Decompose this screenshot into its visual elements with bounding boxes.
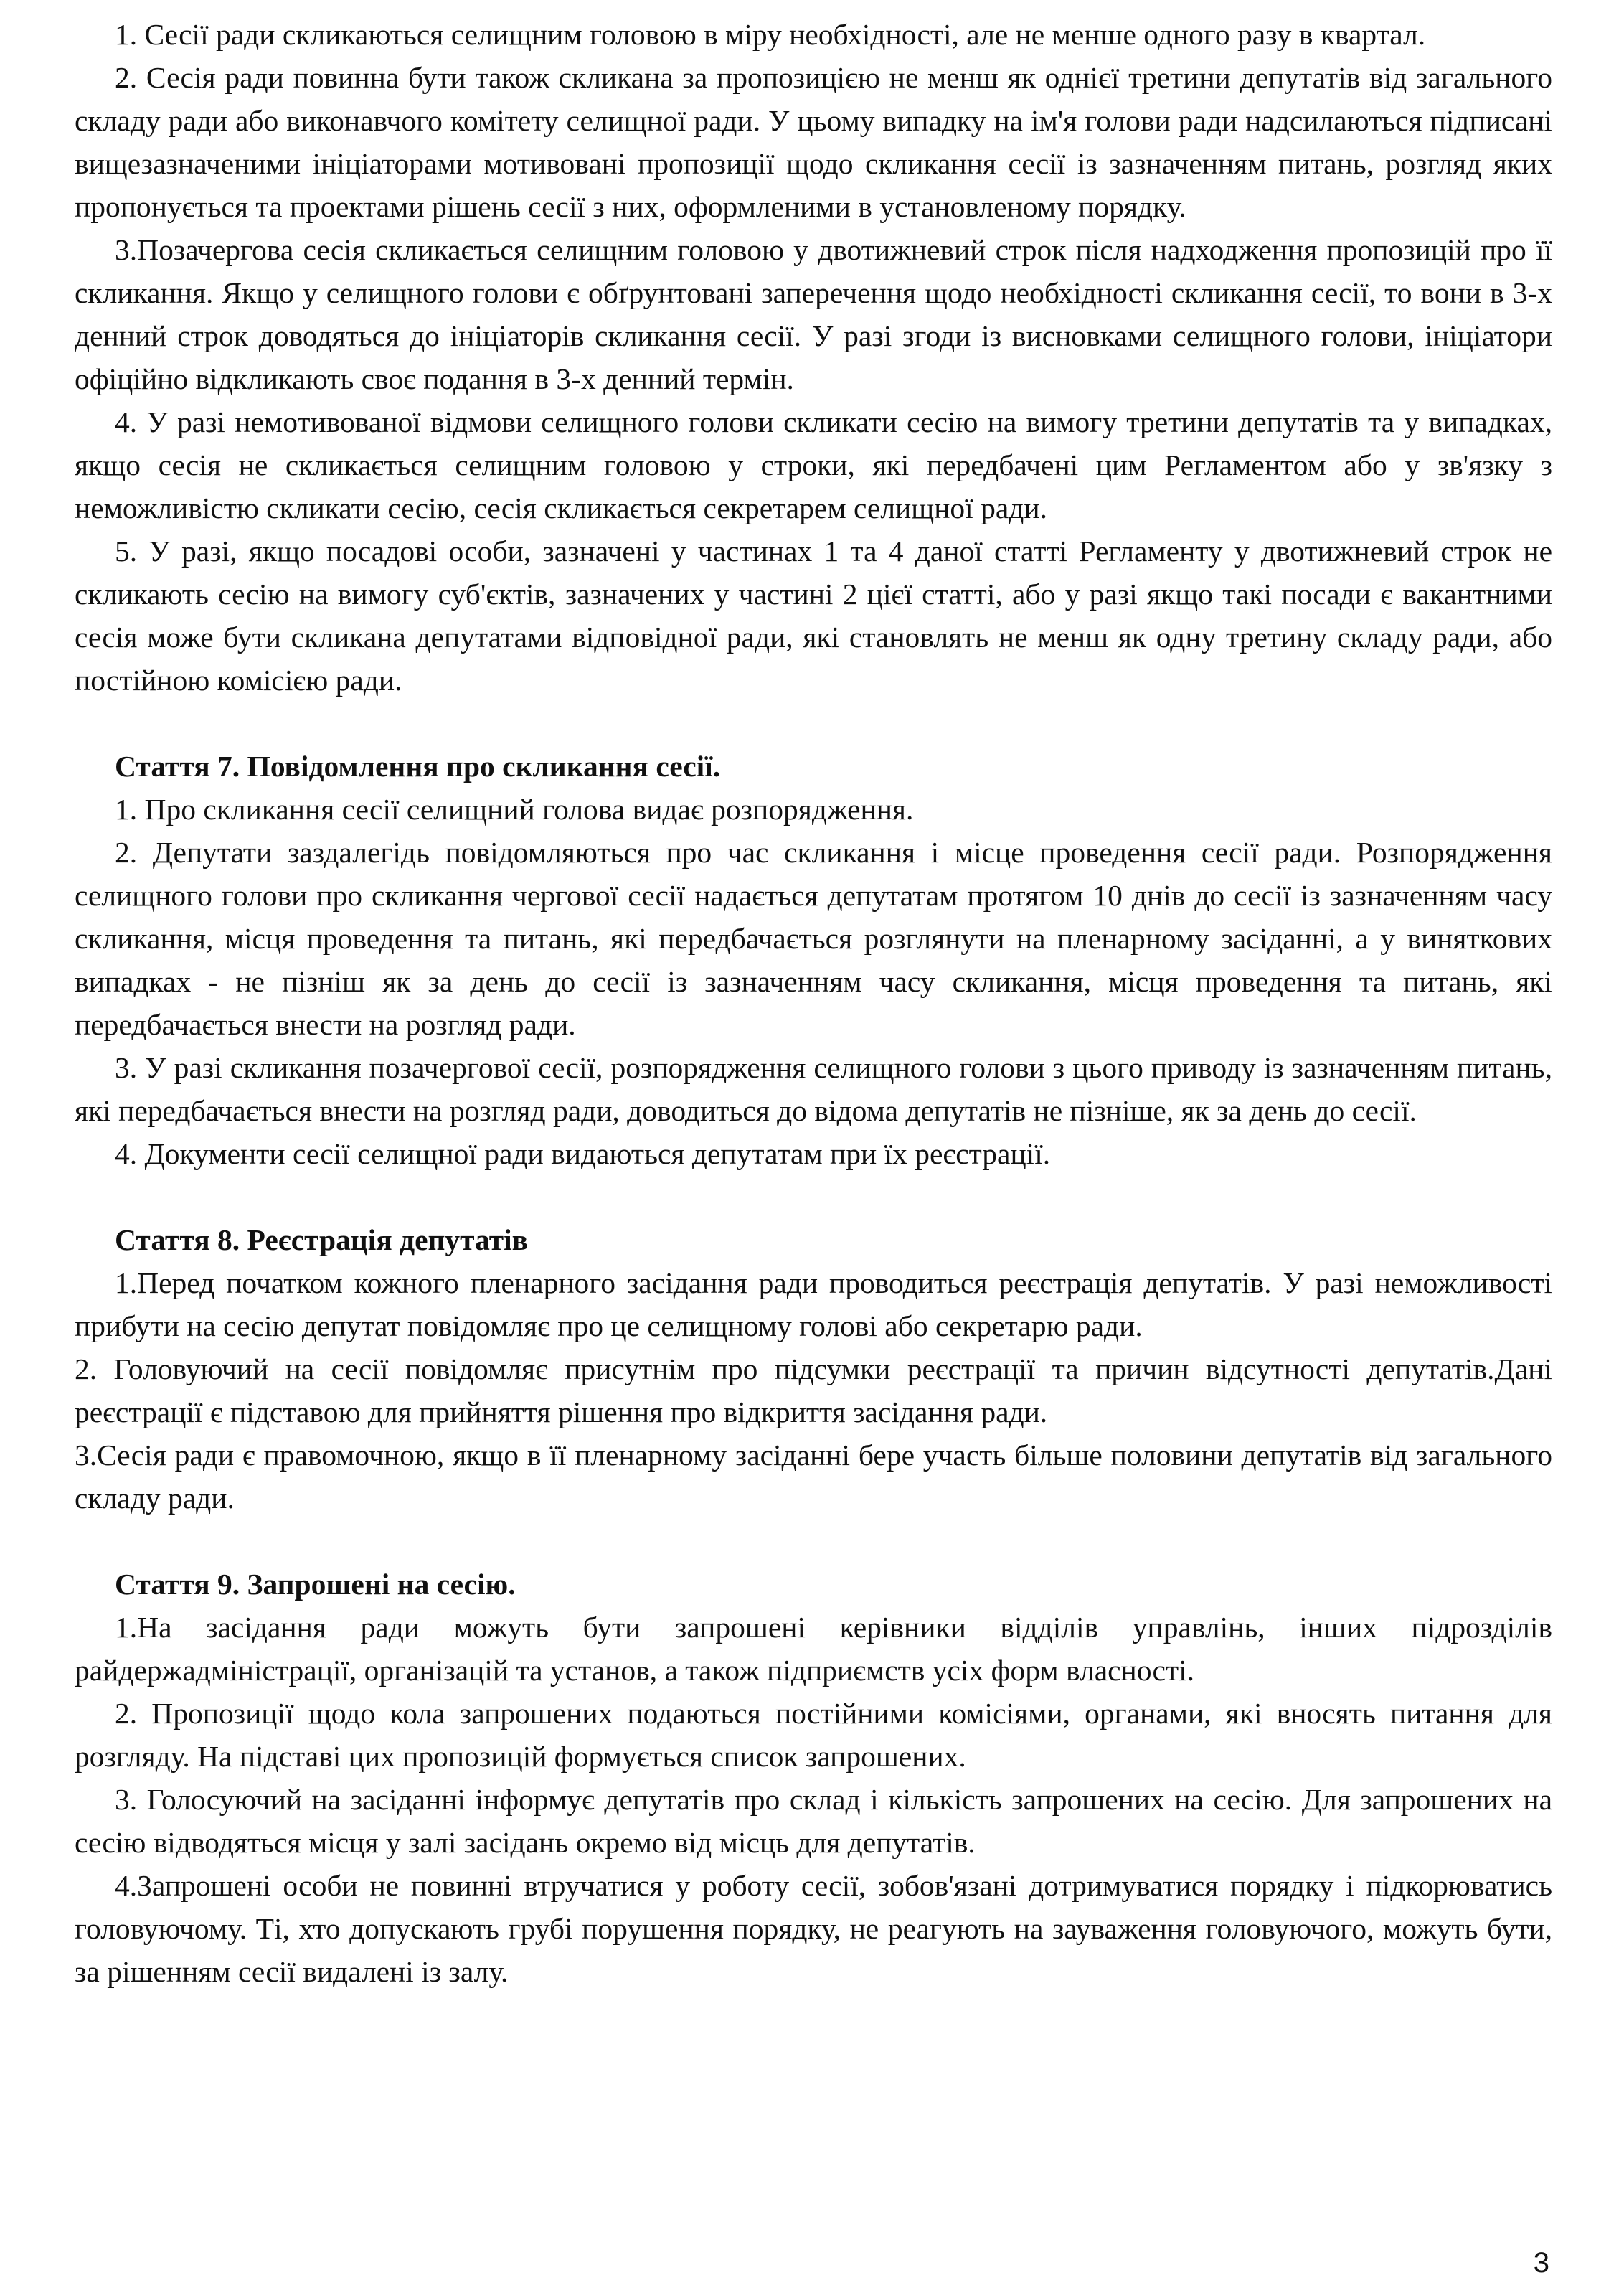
paragraph: 1.На засідання ради можуть бути запрошені керівники відділів управлінь, інших підрозділів райдержадміністрації, організацій та установ, а також підприємств усіх форм власності. xyxy=(75,1611,1552,1687)
paragraph: 3.Сесія ради є правомочною, якщо в її пленарному засіданні бере участь більше половини депутатів від загального складу ради. xyxy=(75,1439,1552,1515)
article-9-title: Стаття 9. Запрошені на сесію. xyxy=(115,1568,516,1601)
paragraph: 2. Депутати заздалегідь повідомляються про час скликання і місце проведення сесії ради. Розпорядження селищного голови про скликання чергової сесії надається депутатам протягом 10 днів до сесії із зазначенням часу скликання, місця проведення та питань, які передбачається розглянути на пленарному засіданні, а у виняткових випадках - не пізніш як за день до сесії із зазначенням часу скликання, місця проведення та питань, які передбачається внести на розгляд ради. xyxy=(75,836,1552,1041)
paragraph: 1.Перед початком кожного пленарного засідання ради проводиться реєстрація депутатів. У разі неможливості прибути на сесію депутат повідомляє про це селищному голові або секретарю ради. xyxy=(75,1266,1552,1342)
paragraph: 1. Про скликання сесії селищний голова видає розпорядження. xyxy=(115,793,914,826)
paragraph: 3. Голосуючий на засіданні інформує депутатів про склад і кількість запрошених на сесію. Для запрошених на сесію відводяться місця у залі засідань окремо від місць для депутатів. xyxy=(75,1783,1552,1859)
paragraph: 3. У разі скликання позачергової сесії, розпорядження селищного голови з цього приводу із зазначенням питань, які передбачається внести на розгляд ради, доводиться до відома депутатів не пізніше, як за день до сесії. xyxy=(75,1051,1552,1127)
article-7-title: Стаття 7. Повідомлення про скликання сесії. xyxy=(115,750,721,783)
paragraph: 2. Головуючий на сесії повідомляє присутнім про підсумки реєстрації та причин відсутності депутатів.Дані реєстрації є підставою для прийняття рішення про відкриття засідання ради. xyxy=(75,1352,1552,1428)
document-page xyxy=(75,13,1552,1993)
paragraph: 3.Позачергова сесія скликається селищним головою у двотижневий строк після надходження пропозицій про її скликання. Якщо у селищного голови є обґрунтовані заперечення щодо необхідності скликання сесії, то вони в 3-х денний строк доводяться до ініціаторів скликання сесії. У разі згоди із висновками селищного голови, ініціатори офіційно відкликають своє подання в 3-х денний термін. xyxy=(75,233,1552,395)
paragraph: 4.Запрошені особи не повинні втручатися у роботу сесії, зобов'язані дотримуватися порядку і підкорюватись головуючому. Ті, хто допускають грубі порушення порядку, не реагують на зауваження головуючого, можуть бути, за рішенням сесії видалені із залу. xyxy=(75,1869,1552,1988)
paragraph: 4. Документи сесії селищної ради видаються депутатам при їх реєстрації. xyxy=(115,1137,1051,1170)
paragraph: 4. У разі немотивованої відмови селищного голови скликати сесію на вимогу третини депутатів та у випадках, якщо сесія не скликається селищним головою у строки, які передбачені цим Регламентом або у зв'язку з неможливістю скликати сесію, сесія скликається секретарем селищної ради. xyxy=(75,405,1552,524)
page-number: 3 xyxy=(1533,2247,1549,2279)
paragraph: 5. У разі, якщо посадові особи, зазначені у частинах 1 та 4 даної статті Регламенту у двотижневий строк не скликають сесію на вимогу суб'єктів, зазначених у частині 2 цієї статті, або у разі якщо такі посади є вакантними сесія може бути скликана депутатами відповідної ради, які становлять не менш як одну третину складу ради, або постійною комісією ради. xyxy=(75,535,1552,697)
paragraph: 2. Сесія ради повинна бути також скликана за пропозицією не менш як однієї третини депутатів від загального складу ради або виконавчого комітету селищної ради. У цьому випадку на ім'я голови ради надсилаються підписані вищезазначеними ініціаторами мотивовані пропозиції щодо скликання сесії із зазначенням питань, розгляд яких пропонується та проектами рішень сесії з них, оформленими в установленому порядку. xyxy=(75,61,1552,223)
paragraph: 1. Сесії ради скликаються селищним головою в міру необхідності, але не менше одного разу в квартал. xyxy=(115,18,1426,51)
paragraph: 2. Пропозиції щодо кола запрошених подаються постійними комісіями, органами, які вносять питання для розгляду. На підставі цих пропозицій формується список запрошених. xyxy=(75,1697,1552,1773)
article-8-title: Стаття 8. Реєстрація депутатів xyxy=(115,1223,529,1256)
